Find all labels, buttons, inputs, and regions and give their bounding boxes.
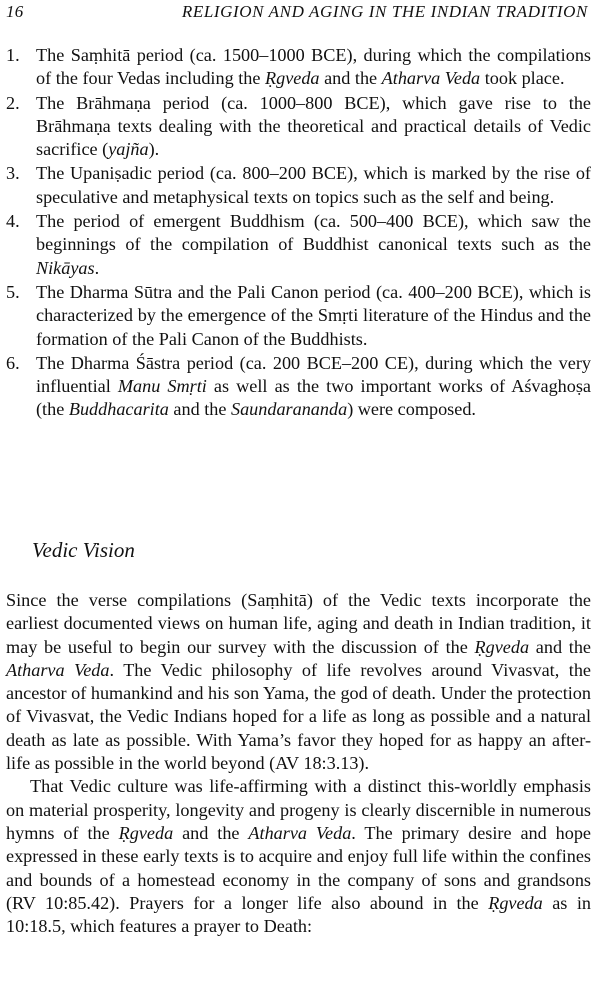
list-item [6,352,591,422]
list-number: 1. [6,45,20,65]
running-title: RELIGION AND AGING IN THE INDIAN TRADITION [181,2,588,21]
list-text: and the [319,68,382,89]
list-text: ) were composed. [347,399,476,420]
italic-term: Atharva Veda [248,822,352,843]
paragraph-text: That Vedic culture was life-affirming with a distinct this-worldly emphasis on material prosperity, longevity and progeny is clearly discernible in numerous hymns of the [6,776,591,843]
list-number: 3. [6,163,20,184]
list-text: The period of emergent Buddhism (ca. 500–400 BCE), which saw the beginnings of the compilation of Buddhist canonical texts such as the [36,211,591,255]
list-text: The Dharma Sūtra and the Pali Canon period (ca. 400–200 BCE), which is characterized by the emergence of the Smṛti literature of the Hindus and the formation of the Pali Canon of the Buddhists. [36,281,591,349]
list-text: The Brāhmaṇa period (ca. 1000–800 BCE), which gave rise to the Brāhmaṇa texts dealing with the theoretical and practical details of Vedic sacrifice ( [36,92,591,160]
running-header [6,2,588,28]
list-item [6,210,591,280]
italic-term: Ṛgveda [118,822,174,843]
paragraph-text: and the [529,636,591,657]
list-text: The Dharma Śāstra period (ca. 200 BCE–200 CE), during which the very influential [36,352,591,397]
list-item [6,44,591,91]
list-text: ). [148,139,160,160]
list-text: The Saṃhitā period (ca. 1500–1000 BCE), during which the compilations of the four Vedas including the [36,45,591,89]
list-item [6,281,591,351]
paragraph [6,775,591,938]
italic-term: Ṛgveda [474,636,530,657]
italic-term: Ṛgveda [488,892,543,913]
list-text: The Upaniṣadic period (ca. 800–200 BCE), which is marked by the rise of speculative and metaphysical texts on topics such as the self and being. [36,163,591,207]
paragraph-text: . The Vedic philosophy of life revolves around Vivasvat, the ancestor of humankind and his son Yama, the god of death. Under the protection of Vivasvat, the Vedic Indians hoped for a life as long as possible and a natural death as late as possible. With Yama’s favor they hoped for as happy an after-life as possible in the world beyond (AV 18:3.13). [6,659,591,774]
italic-term: Saundarananda [230,399,348,420]
italic-term: Ṛgveda [264,68,320,89]
body-text [6,589,591,938]
paragraph-text: as in 10:18.5, which features a prayer to Death: [6,892,591,937]
paragraph-text: and the [173,822,249,843]
list-item [6,92,591,162]
list-number: 6. [6,352,20,373]
list-item [6,162,591,209]
list-text: took place. [480,68,565,89]
italic-term: Manu Smṛti [117,376,207,397]
italic-term: Atharva Veda [381,68,481,89]
paragraph [6,589,591,775]
periods-list [6,44,591,423]
italic-term: Nikāyas [36,257,95,278]
italic-term: Atharva Veda [6,659,110,680]
list-text: as well as the two important works of Aśvaghoṣa (the [36,376,592,420]
section-heading: Vedic Vision [32,538,135,562]
list-text: and the [168,399,231,420]
page-number: 16 [6,2,24,21]
italic-term: yajña [108,139,149,160]
list-number: 5. [6,281,20,302]
list-number: 4. [6,211,20,232]
list-text: . [94,257,100,278]
paragraph-text: . The primary desire and hope expressed in these early texts is to acquire and enjoy full life within the confines and bounds of a homestead economy in the company of sons and grandsons (RV 10:85.42). Prayers for a longer life also abound in the [6,822,591,913]
list-number: 2. [6,92,20,113]
italic-term: Buddhacarita [68,399,169,420]
paragraph-text: Since the verse compilations (Saṃhitā) of the Vedic texts incorporate the earliest documented views on human life, aging and death in Indian tradition, it may be useful to begin our survey with the discussion of the [6,590,591,657]
